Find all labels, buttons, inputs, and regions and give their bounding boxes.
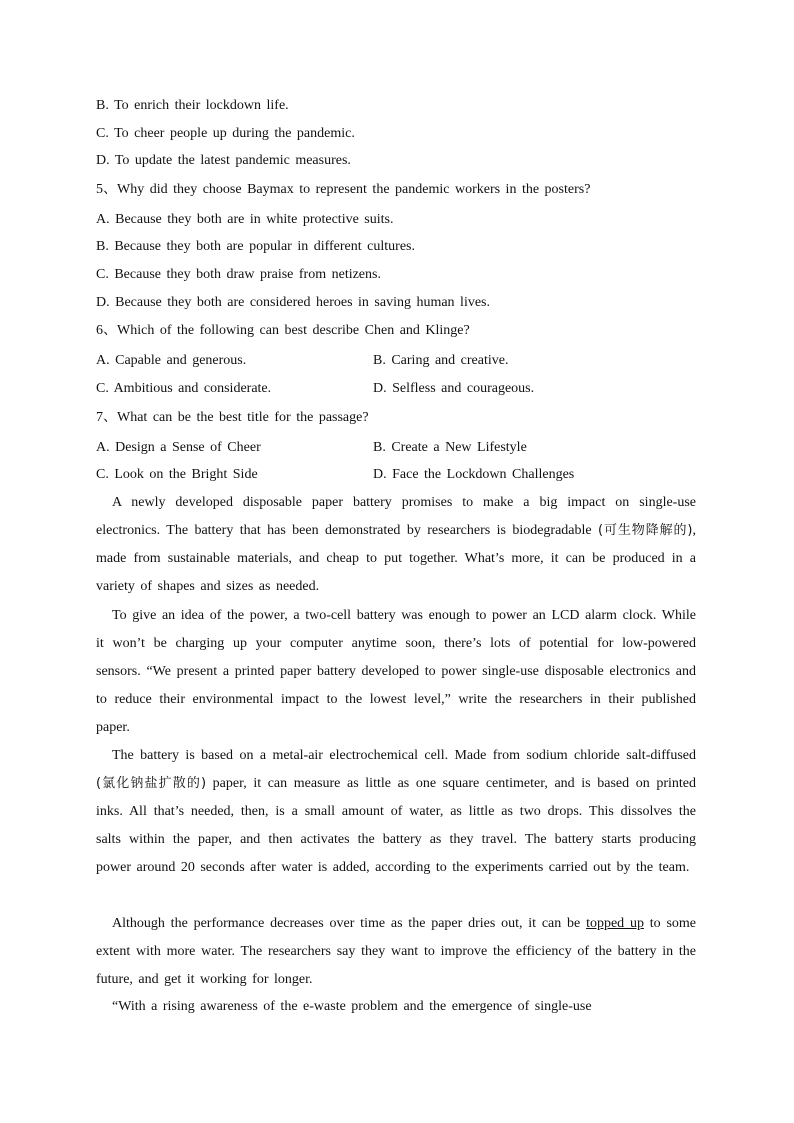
passage-paragraph-5: “With a rising awareness of the e-waste problem and the emergence of single-use [112, 999, 592, 1014]
q4-option-c: C. To cheer people up during the pandemic. [96, 126, 355, 141]
passage-paragraph-4 [96, 910, 696, 994]
passage-p3-text-b: paper, it can measure as little as one square centimeter, and is based on printed inks. All that’s needed, then, is a small amount of water, as little as two drops. This dissolves the salts within the paper, and then activates the battery as they travel. The battery starts producing power around 20 seconds after water is added, according to the experiments carried out by the team. [96, 776, 696, 875]
q7-option-d: D. Face the Lockdown Challenges [373, 467, 575, 482]
passage-paragraph-1 [96, 489, 696, 601]
q4-option-d: D. To update the latest pandemic measures. [96, 153, 351, 168]
q5-option-b: B. Because they both are popular in different cultures. [96, 239, 415, 254]
q7-option-a: A. Design a Sense of Cheer [96, 440, 261, 455]
passage-p1-text-a: A newly developed disposable paper battery promises to make a big impact on single-use electronics. The battery that has been demonstrated by researchers is biodegradable [96, 495, 696, 538]
q6-option-a: A. Capable and generous. [96, 353, 247, 368]
q4-option-b: B. To enrich their lockdown life. [96, 98, 289, 113]
passage-p3-chinese-gloss: (氯化钠盐扩散的) [96, 776, 207, 791]
q7-option-b: B. Create a New Lifestyle [373, 440, 527, 455]
passage-p1-chinese-gloss: (可生物降解的) [598, 523, 693, 538]
passage-paragraph-3 [96, 742, 696, 882]
passage-p1-text-b: , made from sustainable materials, and cheap to put together. What’s more, it can be produced in a variety of shapes and sizes as needed. [96, 523, 696, 594]
underlined-phrase: topped up [586, 916, 644, 931]
q5-option-c: C. Because they both draw praise from netizens. [96, 267, 381, 282]
passage-p4-text-b: to some extent with more water. The researchers say they want to improve the efficiency of the battery in the future, and get it working for longer. [96, 916, 696, 987]
q5-option-a: A. Because they both are in white protective suits. [96, 212, 394, 227]
passage-paragraph-2: To give an idea of the power, a two-cell battery was enough to power an LCD alarm clock. While it won’t be charging up your computer anytime soon, there’s lots of potential for low-powered sensors. “We present a printed paper battery developed to power single-use disposable electronics and to reduce their environmental impact to the lowest level,” write the researchers in their published paper. [96, 608, 696, 735]
q6-question: 6、Which of the following can best describe Chen and Klinge? [96, 323, 470, 338]
passage-p4-text-a: Although the performance decreases over time as the paper dries out, it can be [112, 916, 587, 931]
q5-option-d: D. Because they both are considered heroes in saving human lives. [96, 295, 491, 310]
q7-question: 7、What can be the best title for the passage? [96, 410, 369, 425]
q6-option-b: B. Caring and creative. [373, 353, 509, 368]
q6-option-c: C. Ambitious and considerate. [96, 381, 272, 396]
q7-option-c: C. Look on the Bright Side [96, 467, 258, 482]
q6-option-d: D. Selfless and courageous. [373, 381, 535, 396]
passage-p3-text-a: The battery is based on a metal-air electrochemical cell. Made from sodium chloride salt-diffused [112, 748, 696, 763]
q5-question: 5、Why did they choose Baymax to represent the pandemic workers in the posters? [96, 182, 591, 197]
